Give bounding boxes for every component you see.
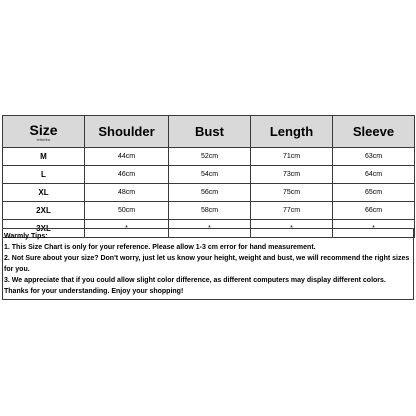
table-header-row: [3, 116, 415, 148]
shoulder-column-header: Shoulder: [85, 116, 169, 148]
size-cell: 3XL: [3, 220, 85, 238]
length-cell: *: [251, 220, 333, 238]
sleeve-column-header: Sleeve: [333, 116, 415, 148]
warm-tips-box: [2, 228, 414, 300]
bust-cell: 54cm: [169, 166, 251, 184]
size-column-header: [3, 116, 85, 148]
shoulder-cell: 50cm: [85, 202, 169, 220]
sleeve-cell: 65cm: [333, 184, 415, 202]
tip-line-3: 3. We appreciate that if you could allow slight color difference, as different computers may display different colors.: [4, 277, 386, 284]
bust-cell: 56cm: [169, 184, 251, 202]
shoulder-cell: 44cm: [85, 148, 169, 166]
bust-cell: 52cm: [169, 148, 251, 166]
size-chart-table: [2, 115, 415, 238]
sleeve-cell: 66cm: [333, 202, 415, 220]
table-row: [3, 166, 415, 184]
size-cell: L: [3, 166, 85, 184]
size-header-label: Size: [29, 121, 58, 138]
sleeve-cell: 63cm: [333, 148, 415, 166]
bust-cell: *: [169, 220, 251, 238]
length-cell: 71cm: [251, 148, 333, 166]
shoulder-cell: 46cm: [85, 166, 169, 184]
size-header-unit: letterlist: [36, 136, 51, 142]
length-column-header: Length: [251, 116, 333, 148]
table-row: [3, 184, 415, 202]
bust-column-header: Bust: [169, 116, 251, 148]
shoulder-cell: 48cm: [85, 184, 169, 202]
sleeve-cell: 64cm: [333, 166, 415, 184]
tip-line-4: Thanks for your understanding. Enjoy your shopping!: [4, 288, 184, 295]
warm-tips-title: Warmly Tips:: [4, 233, 48, 240]
length-cell: 75cm: [251, 184, 333, 202]
length-cell: 73cm: [251, 166, 333, 184]
table-row: [3, 148, 415, 166]
size-cell: 2XL: [3, 202, 85, 220]
tip-line-2: 2. Not Sure about your size? Don't worry, just let us know your height, weight and bust, we will recommend the right sizes for you.: [4, 255, 410, 273]
bust-cell: 58cm: [169, 202, 251, 220]
tip-line-1: 1. This Size Chart is only for your reference. Please allow 1-3 cm error for hand measurement.: [4, 244, 316, 251]
sleeve-cell: *: [333, 220, 415, 238]
shoulder-cell: *: [85, 220, 169, 238]
size-cell: M: [3, 148, 85, 166]
size-cell: XL: [3, 184, 85, 202]
table-row: [3, 202, 415, 220]
length-cell: 77cm: [251, 202, 333, 220]
